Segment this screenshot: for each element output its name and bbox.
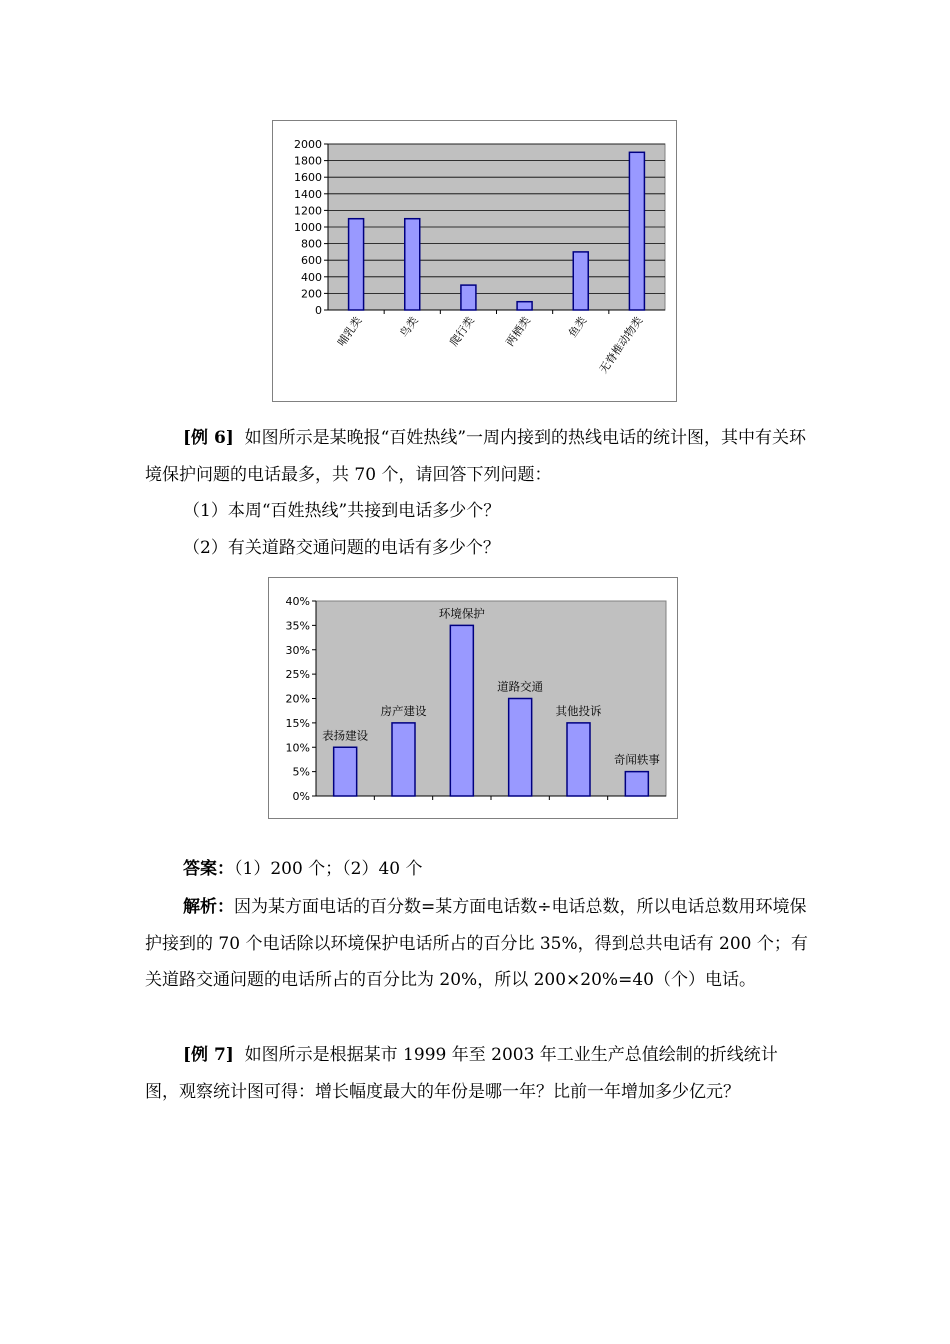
bar [573, 252, 588, 310]
y-tick-label: 200 [301, 287, 322, 301]
example-7-text: 如图所示是根据某市 1999 年至 2003 年工业生产总值绘制的折线统计图，观察统计图可得：增长幅度最大的年份是哪一年？比前一年增加多少亿元？ [145, 1045, 778, 1102]
y-tick-label: 1200 [294, 204, 322, 218]
chart-2-frame [268, 577, 678, 819]
y-tick-label: 1600 [294, 171, 322, 185]
y-tick-label: 35% [285, 619, 310, 633]
y-tick-label: 5% [292, 765, 310, 779]
bar [567, 723, 590, 796]
bar-data-label: 表扬建设 [322, 728, 369, 743]
example-6-question-2: （2）有关道路交通问题的电话有多少个？ [183, 538, 500, 558]
y-tick-label: 600 [301, 254, 322, 268]
x-category-label: 鱼类 [565, 314, 590, 340]
answer-paragraph [145, 851, 810, 888]
y-tick-label: 10% [285, 741, 310, 755]
example-6-text: 如图所示是某晚报“百姓热线”一周内接到的热线电话的统计图，其中有关环境保护问题的电话最多，共 70 个，请回答下列问题： [145, 428, 807, 485]
example-6-question-1: （1）本周“百姓热线”共接到电话多少个？ [183, 501, 501, 521]
x-category-label: 鸟类 [397, 314, 421, 340]
y-tick-label: 30% [285, 643, 310, 657]
y-tick-label: 0% [292, 790, 310, 803]
hotline-percentage-bar-chart [268, 577, 678, 819]
analysis-label: 解析： [183, 897, 234, 917]
bar-data-label: 房产建设 [380, 703, 427, 718]
y-tick-label: 15% [285, 716, 310, 730]
y-tick-label: 20% [285, 692, 310, 706]
bar [461, 285, 476, 310]
bar [625, 772, 648, 796]
y-tick-label: 40% [285, 595, 310, 608]
animal-species-bar-chart [272, 120, 677, 402]
y-tick-label: 800 [301, 237, 322, 251]
y-tick-label: 0 [315, 304, 322, 317]
bar [450, 625, 473, 796]
y-tick-label: 1400 [294, 187, 322, 201]
bar [392, 723, 415, 796]
example-6-paragraph [145, 420, 810, 493]
x-category-label: 哺乳类 [334, 314, 365, 349]
analysis-text: 因为某方面电话的百分数=某方面电话数÷电话总数，所以电话总数用环境保护接到的 70 个电话除以环境保护电话所占的百分比 35%，得到总共电话有 200 个；有关道路交通问题的电话所占的百分比为 20%，所以 200×20%=40（个）电话。 [145, 897, 808, 990]
y-tick-label: 1800 [294, 154, 322, 168]
bar-data-label: 奇闻轶事 [613, 752, 660, 767]
y-tick-label: 1000 [294, 221, 322, 234]
answer-label: 答案： [183, 859, 234, 879]
analysis-paragraph [145, 889, 810, 999]
x-category-label: 两栖类 [503, 314, 534, 349]
bar [334, 747, 357, 796]
plot-area [316, 601, 666, 796]
bar [509, 699, 532, 797]
bar-data-label: 其他投诉 [555, 703, 602, 718]
bar [405, 219, 420, 310]
bar-data-label: 环境保护 [438, 606, 485, 621]
example-7-tag: [例 7] [183, 1045, 234, 1065]
y-tick-label: 25% [285, 668, 310, 682]
bar [517, 302, 532, 310]
y-tick-label: 2000 [294, 138, 322, 151]
bar [629, 152, 644, 310]
example-6-tag: [例 6] [183, 428, 234, 448]
answer-text: （1）200 个；（2）40 个 [234, 859, 423, 879]
y-tick-label: 400 [301, 270, 322, 284]
example-7-paragraph [145, 1037, 810, 1110]
x-category-label: 爬行类 [447, 314, 477, 349]
chart-1-frame [272, 120, 677, 402]
bar [349, 219, 364, 310]
x-category-label: 无脊椎动物类 [596, 314, 646, 376]
bar-data-label: 道路交通 [497, 679, 544, 694]
